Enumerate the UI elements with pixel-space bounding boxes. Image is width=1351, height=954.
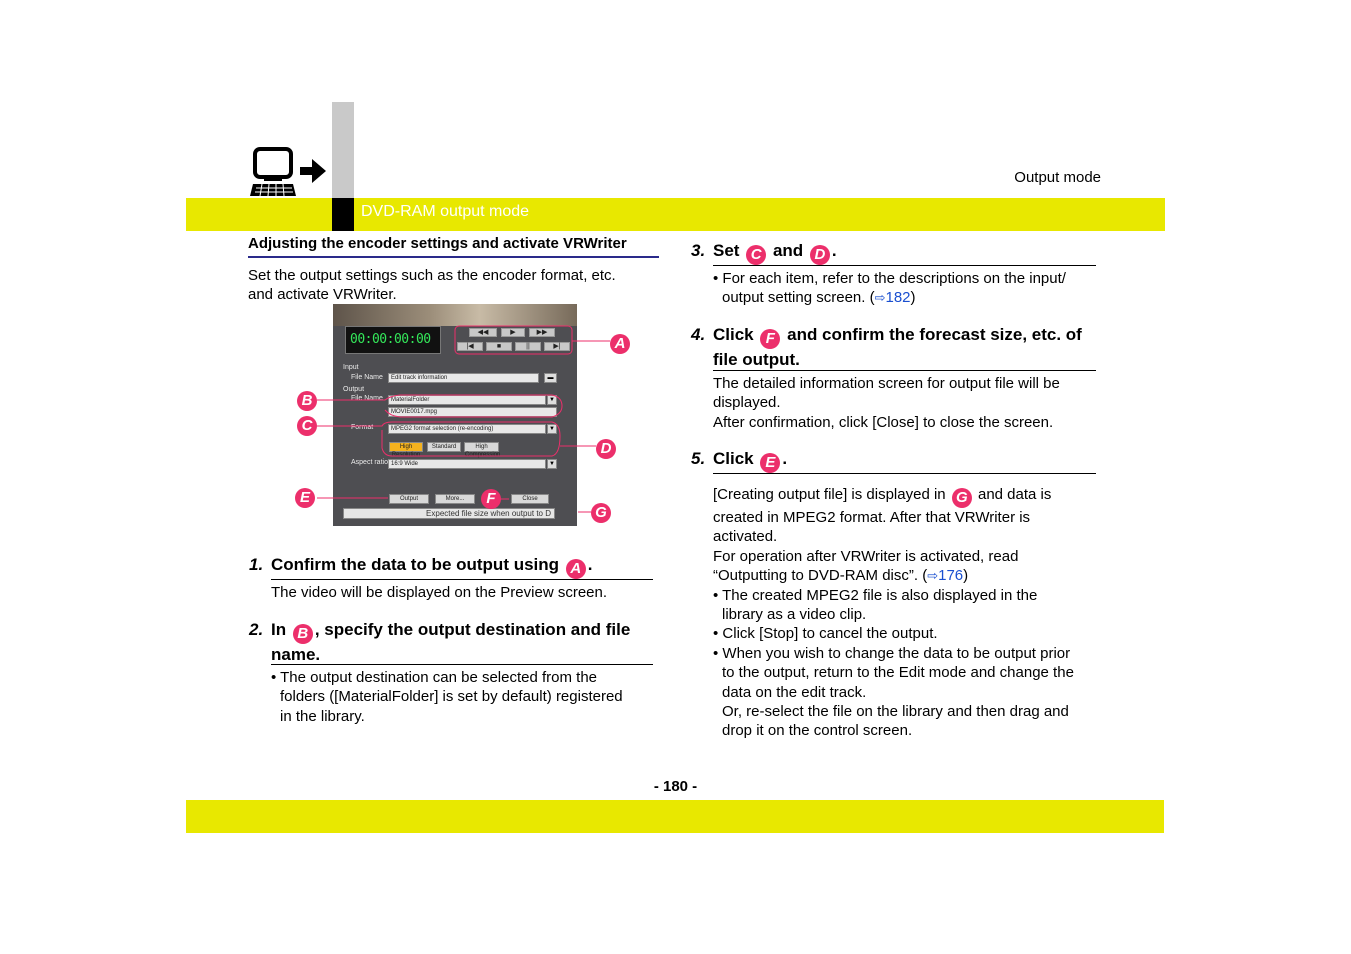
output-button: Output — [389, 494, 429, 504]
input-file-field: Edit track information — [388, 373, 539, 383]
step-5-bullet-1: • The created MPEG2 file is also displayed in the library as a video clip. — [713, 586, 1038, 624]
close-button: Close — [511, 494, 549, 504]
pause-button: || — [515, 342, 541, 351]
step-5-body: [Creating output file] is displayed in G and data is created in MPEG2 format. After that VRWriter is activated. For operation after VRWriter is activated, read “Outputting to DVD-RAM disc”. (⇨176) • The created MPEG2 file is also displayed in the library as a video clip. • Click [Stop] to cancel the output. • When you wish to change the data to be output prior to the output, return to the Edit mode and change the data on the edit track. Or, re-select the file on the library and then drag and drop it on the control screen. — [713, 486, 1074, 740]
marker-g: G — [952, 488, 972, 508]
quality-standard: Standard — [427, 442, 461, 452]
callout-b: B — [297, 391, 317, 411]
output-label: Output — [343, 386, 365, 393]
step-4-rule — [713, 370, 1096, 371]
preview-image — [333, 304, 577, 326]
step-5-heading: 5. Click E . — [691, 449, 788, 471]
marker-d: D — [810, 245, 830, 265]
quality-high-resolution: High Resolution — [389, 442, 423, 452]
aspect-ratio-field: 16:9 Wide — [388, 459, 546, 469]
fast-forward-button: ▶▶ — [529, 328, 555, 337]
rewind-button: ◀◀ — [469, 328, 497, 337]
step-2-rule — [271, 664, 653, 665]
folder-icon: ▬ — [544, 373, 557, 383]
step-5-bullet-2: • Click [Stop] to cancel the output. — [713, 625, 938, 643]
aspect-ratio-label: Aspect ratio — [351, 459, 388, 466]
format-field: MPEG2 format selection (re-encoding) — [388, 424, 546, 434]
callout-a: A — [610, 334, 630, 354]
next-frame-button: ▶| — [544, 342, 570, 351]
page-link-182[interactable]: ⇨182 — [874, 289, 911, 307]
callout-f: F — [481, 489, 501, 509]
step-4-heading: 4. Click F and confirm the forecast size, etc. of file output. — [691, 325, 1082, 369]
stop-button: ■ — [486, 342, 512, 351]
quality-high-compression: High Compression — [465, 444, 501, 458]
estimate-bar: Expected file size when output to D — [343, 508, 555, 519]
format-label: Format — [351, 424, 374, 431]
output-file-name-label: File Name — [351, 395, 383, 402]
output-file-field: MOVIE0017.mpg — [388, 407, 557, 417]
arrow-right-icon: ⇨ — [874, 290, 886, 306]
intro-text: Set the output settings such as the encoder format, etc. and activate VRWriter. — [248, 267, 616, 304]
input-label: Input — [343, 364, 359, 371]
chevron-down-icon: ▼ — [547, 459, 557, 469]
step-2-bullet: • The output destination can be selected from the folders ([MaterialFolder] is set by default) registered in the library. — [271, 669, 623, 725]
callout-d: D — [596, 439, 616, 459]
output-dialog-screenshot — [333, 304, 577, 526]
step-3-bullet: • For each item, refer to the descriptions on the input/ output setting screen. (⇨182) — [713, 270, 1066, 307]
header-gray-bar — [332, 102, 354, 198]
timecode-display: 00:00:00:00 — [345, 326, 441, 354]
play-button: ▶ — [501, 328, 525, 337]
page-link-176[interactable]: ⇨176 — [927, 567, 964, 585]
section-title: DVD-RAM output mode — [361, 203, 530, 220]
marker-e: E — [760, 453, 780, 473]
step-5-bullet-3: • When you wish to change the data to be output prior to the output, return to the Edit mode and change the data on the edit track. Or, re-select the file on the library and then drag and drop it on the control screen. — [713, 644, 1074, 740]
step-1-heading: 1. Confirm the data to be output using A . — [249, 555, 593, 577]
step-5-rule — [713, 473, 1096, 474]
marker-f: F — [760, 329, 780, 349]
marker-c: C — [746, 245, 766, 265]
chevron-down-icon: ▼ — [547, 395, 557, 405]
step-1-rule — [271, 579, 653, 580]
header-black-block — [332, 198, 354, 231]
marker-a: A — [566, 559, 586, 579]
pc-output-icon — [250, 146, 330, 198]
chevron-down-icon: ▼ — [547, 424, 557, 434]
prev-frame-button: |◀ — [457, 342, 483, 351]
callout-e: E — [295, 488, 315, 508]
step-1-body: The video will be displayed on the Preview screen. — [271, 584, 608, 601]
callout-g: G — [591, 503, 611, 523]
marker-b: B — [293, 624, 313, 644]
mode-label: Output mode — [1014, 169, 1101, 186]
callout-c: C — [297, 416, 317, 436]
arrow-right-icon: ⇨ — [927, 568, 939, 584]
input-file-name-label: File Name — [351, 374, 383, 381]
sub-heading: Adjusting the encoder settings and activate VRWriter — [248, 235, 659, 258]
output-folder-field: MaterialFolder — [388, 395, 546, 405]
step-4-body: The detailed information screen for output file will be displayed. After confirmation, click [Close] to close the screen. — [713, 375, 1060, 431]
step-3-heading: 3. Set C and D . — [691, 241, 837, 263]
step-3-rule — [713, 265, 1096, 266]
page-number: - 180 - — [653, 778, 698, 795]
more-button: More... — [435, 494, 475, 504]
step-2-heading: 2. In B , specify the output destination and file name. — [249, 620, 631, 664]
footer-band — [186, 800, 1164, 833]
